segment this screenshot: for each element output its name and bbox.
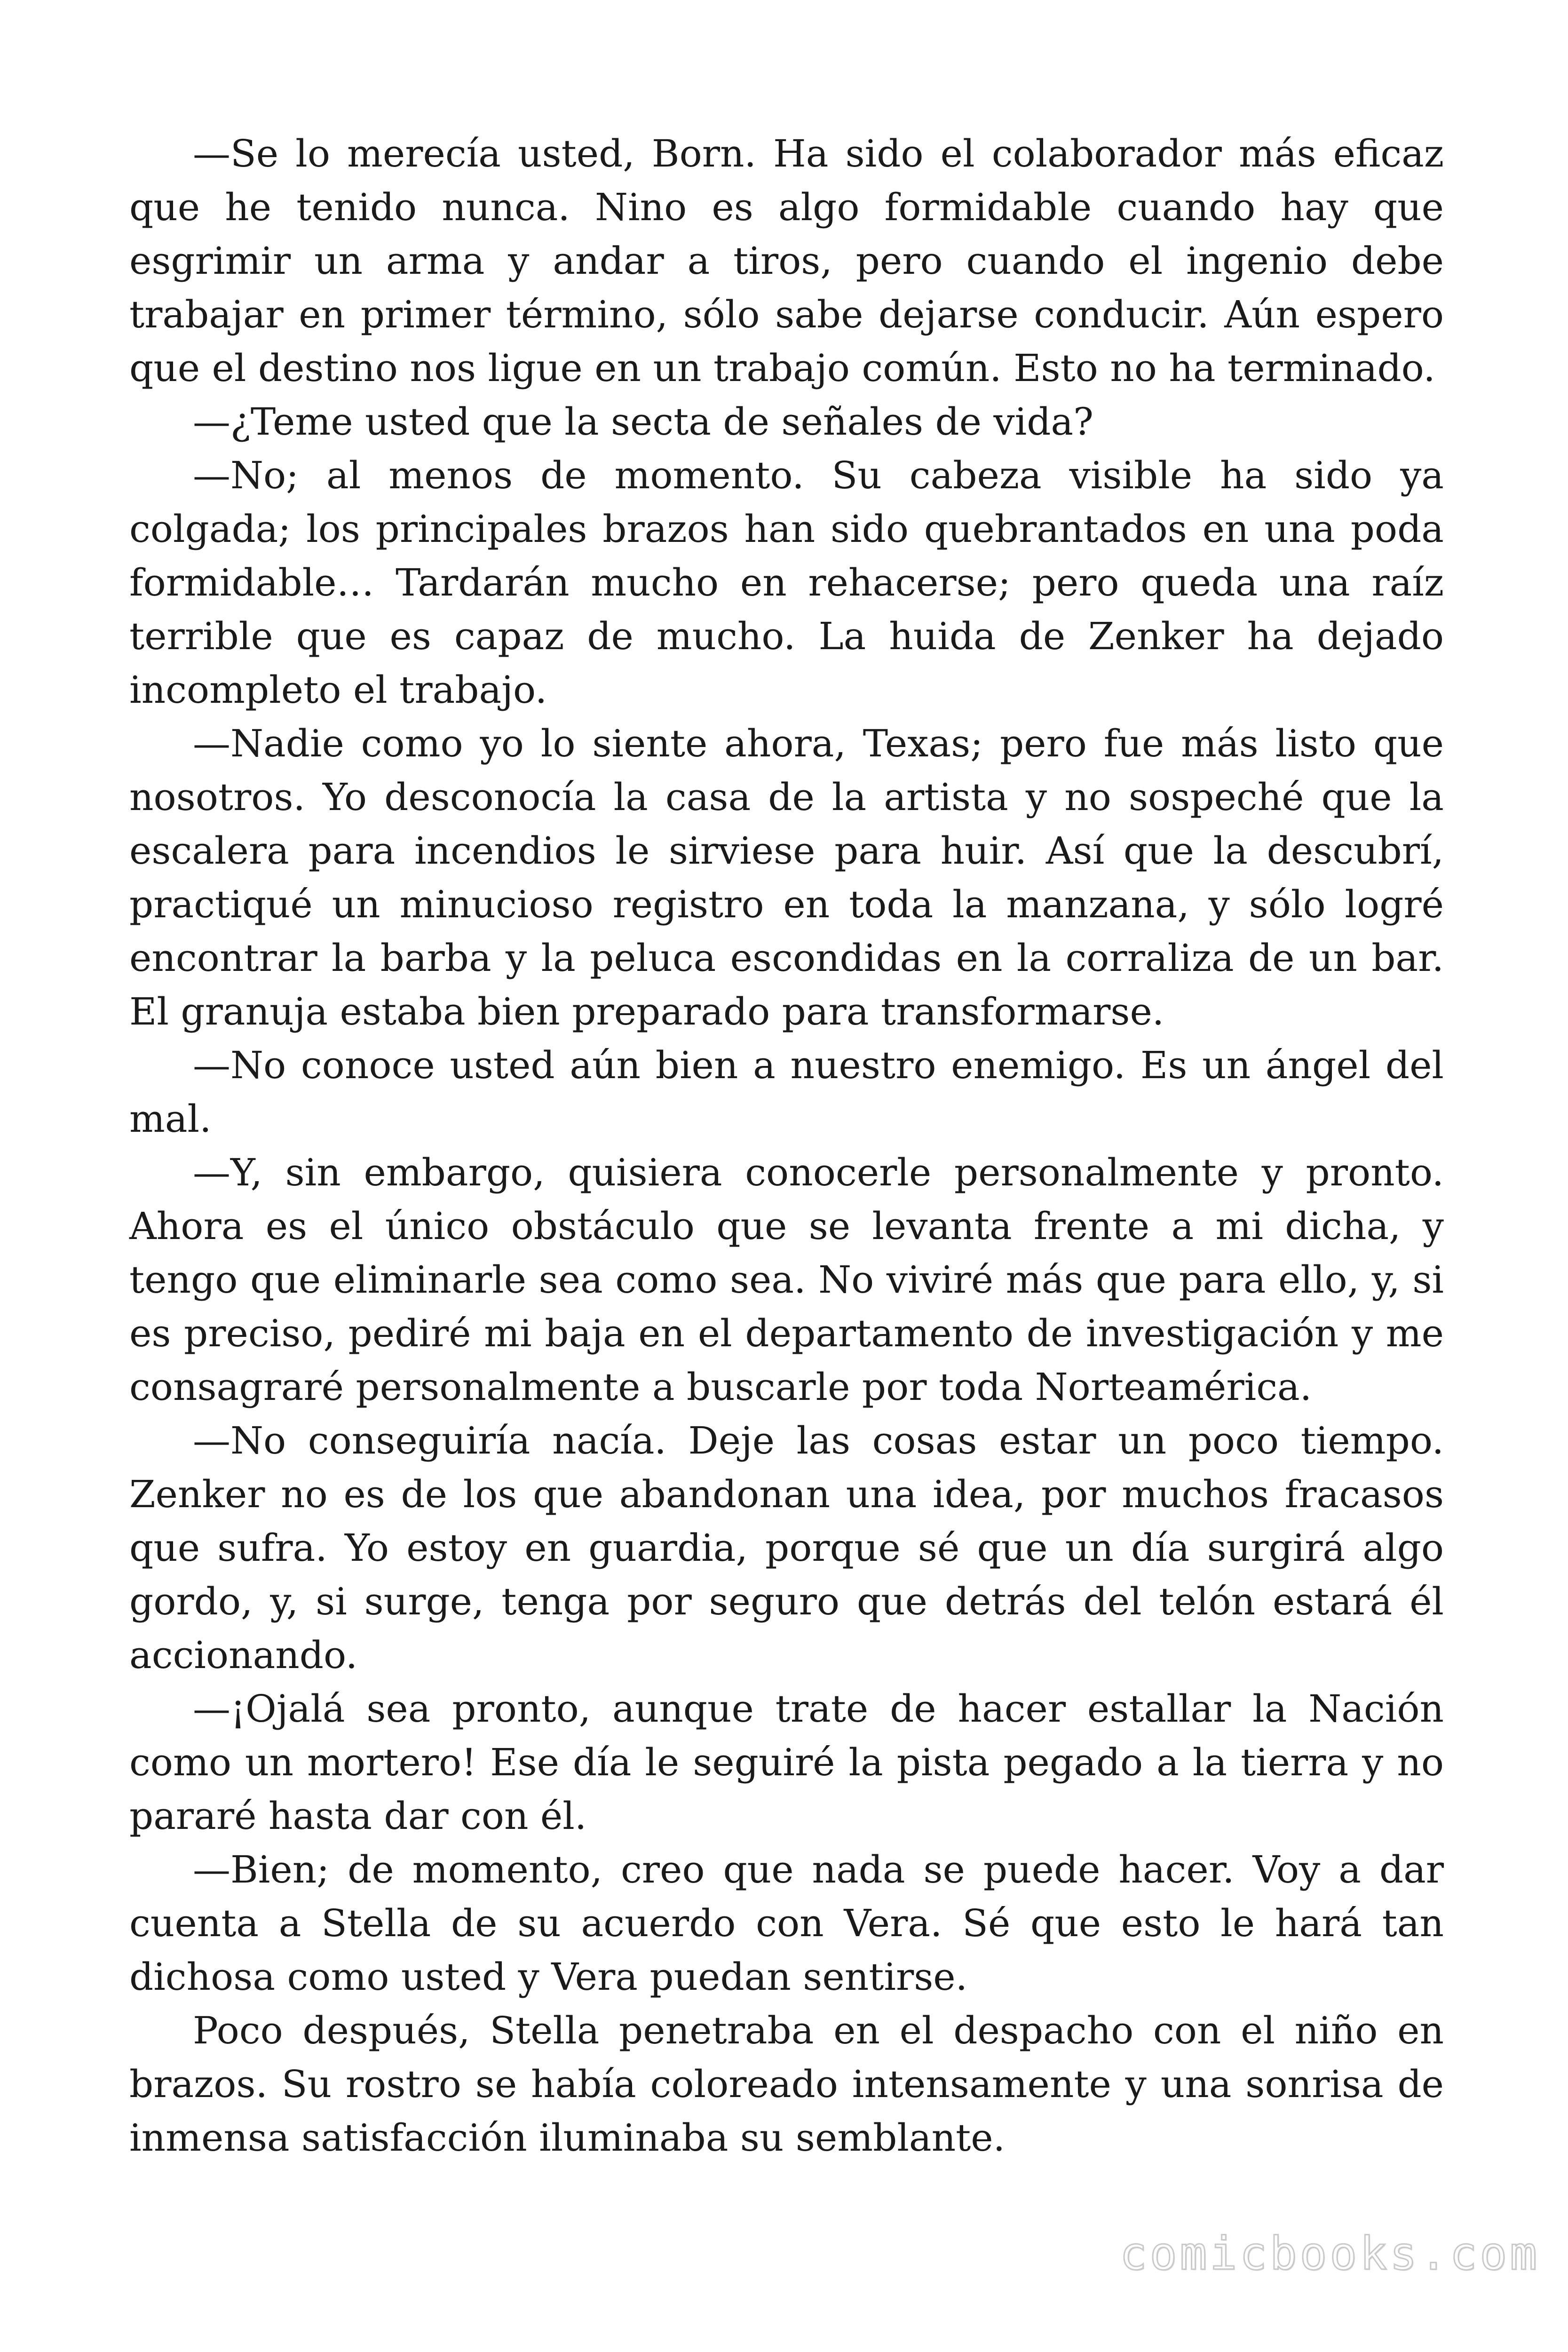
- paragraph-6: —Y, sin embargo, quisiera conocerle personalmente y pronto. Ahora es el único obstáculo que se levanta frente a mi dicha, y tengo que eliminarle sea como sea. No viviré más que para ello, y, si es preciso, pediré mi baja en el departamento de investigación y me consagraré personalmente a buscarle por toda Norteamérica.: [129, 1151, 1444, 1409]
- paragraph-9: —Bien; de momento, creo que nada se puede hacer. Voy a dar cuenta a Stella de su acuerdo con Vera. Sé que esto le hará tan dichosa como usted y Vera puedan sentirse.: [129, 1848, 1444, 1999]
- paragraph-7: —No conseguiría nacía. Deje las cosas estar un poco tiempo. Zenker no es de los que abandonan una idea, por muchos fracasos que sufra. Yo estoy en guardia, porque sé que un día surgirá algo gordo, y, si surge, tenga por seguro que detrás del telón estará él accionando.: [129, 1419, 1444, 1677]
- paragraph-10: Poco después, Stella penetraba en el despacho con el niño en brazos. Su rostro se había coloreado intensamente y una sonrisa de inmensa satisfacción iluminaba su semblante.: [129, 2009, 1444, 2160]
- paragraph-5: —No conoce usted aún bien a nuestro enemigo. Es un ángel del mal.: [129, 1043, 1444, 1141]
- paragraph-8: —¡Ojalá sea pronto, aunque trate de hacer estallar la Nación como un mortero! Ese día le seguiré la pista pegado a la tierra y no pararé hasta dar con él.: [129, 1687, 1444, 1838]
- page-body-text: [129, 127, 1444, 2165]
- paragraph-2: —¿Teme usted que la secta de señales de vida?: [193, 400, 1093, 444]
- paragraph-4: —Nadie como yo lo siente ahora, Texas; pero fue más listo que nosotros. Yo desconocía la casa de la artista y no sospeché que la escalera para incendios le sirviese para huir. Así que la descubrí, practiqué un minucioso registro en toda la manzana, y sólo logré encontrar la barba y la peluca escondidas en la corraliza de un bar. El granuja estaba bien preparado para transformarse.: [129, 722, 1444, 1033]
- watermark-text: comicbooks.com: [1119, 2227, 1540, 2280]
- paragraph-3: —No; al menos de momento. Su cabeza visible ha sido ya colgada; los principales brazos han sido quebrantados en una poda formidable… Tardarán mucho en rehacerse; pero queda una raíz terrible que es capaz de mucho. La huida de Zenker ha dejado incompleto el trabajo.: [129, 453, 1444, 712]
- paragraph-1: —Se lo merecía usted, Born. Ha sido el colaborador más eficaz que he tenido nunca. Nino es algo formidable cuando hay que esgrimir un arma y andar a tiros, pero cuando el ingenio debe trabajar en primer término, sólo sabe dejarse conducir. Aún espero que el destino nos ligue en un trabajo común. Esto no ha terminado.: [129, 132, 1444, 390]
